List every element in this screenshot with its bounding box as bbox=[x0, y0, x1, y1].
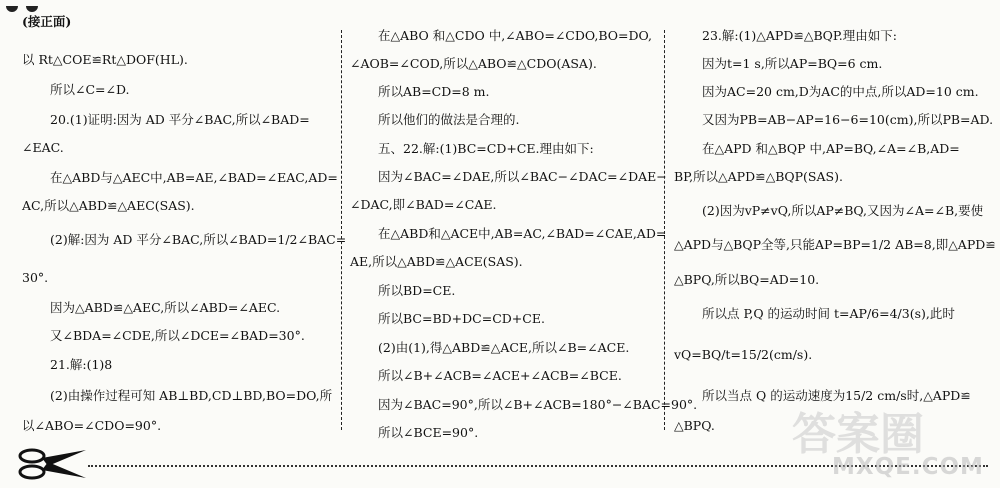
watermark bbox=[792, 392, 992, 484]
text-line: (2)由操作过程可知 AB⊥BD,CD⊥BD,BO=DO,所 bbox=[50, 388, 333, 403]
watermark-logo: 答案圈 bbox=[792, 409, 924, 460]
text-line: 因为t=1 s,所以AP=BQ=6 cm. bbox=[702, 56, 883, 71]
text-line: △BPQ,所以BQ=AD=10. bbox=[674, 272, 820, 287]
text-line: 所以AB=CD=8 m. bbox=[378, 84, 490, 99]
text-line: 因为∠BAC=∠DAE,所以∠BAC−∠DAC=∠DAE− bbox=[378, 169, 667, 184]
text-line: △BPQ. bbox=[674, 418, 715, 433]
text-line: 在△ABD与△AEC中,AB=AE,∠BAD=∠EAC,AD= bbox=[50, 170, 338, 185]
text-line: 所以点 P,Q 的运动时间 t=AP/6=4/3(s),此时 bbox=[702, 306, 955, 321]
text-line: 21.解:(1)8 bbox=[50, 357, 113, 372]
text-line: 又因为PB=AB−AP=16−6=10(cm),所以PB=AD. bbox=[702, 112, 994, 127]
scissors-icon bbox=[18, 444, 88, 484]
top-decoration bbox=[6, 0, 54, 6]
text-line: 在△ABO 和△CDO 中,∠ABO=∠CDO,BO=DO, bbox=[378, 28, 653, 43]
text-line: 在△APD 和△BQP 中,AP=BQ,∠A=∠B,AD= bbox=[702, 141, 960, 156]
text-line: ∠DAC,即∠BAD=∠CAE. bbox=[350, 197, 497, 212]
text-line: BP,所以△APD≌△BQP(SAS). bbox=[674, 169, 843, 184]
text-line: ∠AOB=∠COD,所以△ABO≌△CDO(ASA). bbox=[350, 56, 597, 71]
text-line: 23.解:(1)△APD≌△BQP.理由如下: bbox=[702, 28, 897, 43]
text-line: 因为AC=20 cm,D为AC的中点,所以AD=10 cm. bbox=[702, 84, 979, 99]
text-line: 所以BD=CE. bbox=[378, 283, 456, 298]
text-line: 以 Rt△COE≌Rt△DOF(HL). bbox=[22, 52, 188, 67]
text-line: (2)解:因为 AD 平分∠BAC,所以∠BAD=1/2∠BAC= bbox=[50, 232, 347, 247]
text-line: 在△ABD和△ACE中,AB=AC,∠BAD=∠CAE,AD= bbox=[378, 226, 667, 241]
text-line: 20.(1)证明:因为 AD 平分∠BAC,所以∠BAD= bbox=[50, 112, 310, 127]
text-line: vQ=BQ/t=15/2(cm/s). bbox=[674, 347, 813, 362]
column-divider bbox=[341, 30, 342, 430]
text-line: (2)因为vP≠vQ,所以AP≠BQ,又因为∠A=∠B,要使 bbox=[702, 203, 984, 218]
text-line: 所以∠C=∠D. bbox=[50, 82, 130, 97]
text-line: 因为∠BAC=90°,所以∠B+∠ACB=180°−∠BAC=90°. bbox=[378, 397, 698, 412]
text-line: 所以BC=BD+DC=CD+CE. bbox=[378, 311, 545, 326]
text-line: ∠EAC. bbox=[22, 140, 64, 155]
watermark-url: MXQE.COM bbox=[832, 454, 984, 480]
text-line: 所以∠B+∠ACB=∠ACE+∠ACB=∠BCE. bbox=[378, 368, 622, 383]
text-line: AC,所以△ABD≌△AEC(SAS). bbox=[22, 198, 195, 213]
text-line: 又∠BDA=∠CDE,所以∠DCE=∠BAD=30°. bbox=[50, 328, 305, 343]
text-line: (2)由(1),得△ABD≌△ACE,所以∠B=∠ACE. bbox=[378, 340, 630, 355]
column-divider bbox=[664, 30, 665, 430]
text-line: 因为△ABD≌△AEC,所以∠ABD=∠AEC. bbox=[50, 300, 281, 315]
text-line: 以∠ABO=∠CDO=90°. bbox=[22, 418, 162, 433]
text-line: △APD与△BQP全等,只能AP=BP=1/2 AB=8,即△APD≌ bbox=[674, 237, 996, 252]
text-line: 所以他们的做法是合理的. bbox=[378, 112, 520, 127]
text-line: 五、22.解:(1)BC=CD+CE.理由如下: bbox=[378, 141, 594, 156]
text-line: AE,所以△ABD≌△ACE(SAS). bbox=[350, 254, 523, 269]
text-line: 所以∠BCE=90°. bbox=[378, 425, 479, 440]
header-label: (接正面) bbox=[22, 14, 72, 29]
text-line: 30°. bbox=[22, 270, 49, 285]
text-line: 所以当点 Q 的运动速度为15/2 cm/s时,△APD≌ bbox=[702, 388, 971, 403]
